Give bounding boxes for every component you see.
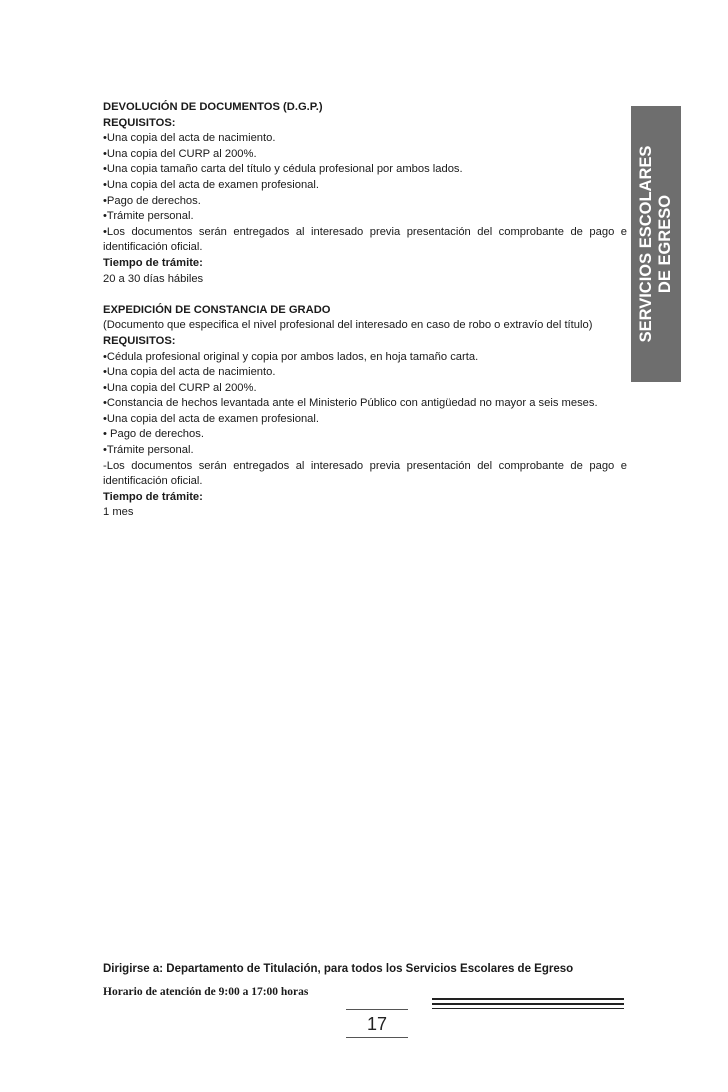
section1-item: •Los documentos serán entregados al interesado previa presentación del comprobante de pago e identificación oficial. [103, 225, 627, 254]
section1-item: •Trámite personal. [103, 210, 194, 223]
section2-time-value: 1 mes [103, 506, 134, 519]
section2-item: •Cédula profesional original y copia por ambos lados, en hoja tamaño carta. [103, 350, 479, 363]
footer-hours: Horario de atención de 9:00 a 17:00 horas [103, 986, 309, 998]
page-number: 17 [366, 1014, 388, 1034]
section1-item: •Una copia tamaño carta del título y cédula profesional por ambos lados. [103, 163, 463, 176]
page-number-bottom-rule [346, 1037, 408, 1038]
section2-item: •Una copia del acta de examen profesional. [103, 412, 319, 425]
sidebar-title [637, 106, 675, 382]
sidebar-tab [631, 106, 681, 382]
decorative-rules [432, 998, 624, 1012]
section1-time-value: 20 a 30 días hábiles [103, 272, 204, 285]
sidebar-line-1: SERVICIOS ESCOLARES [637, 145, 655, 343]
section2-item: •Una copia del CURP al 200%. [103, 381, 257, 394]
section1-title: DEVOLUCIÓN DE DOCUMENTOS (D.G.P.) [103, 101, 323, 113]
sidebar-line-2: DE EGRESO [656, 194, 674, 294]
footer-directions: Dirigirse a: Departamento de Titulación, para todos los Servicios Escolares de Egreso [103, 963, 574, 975]
section2-title: EXPEDICIÓN DE CONSTANCIA DE GRADO [103, 303, 331, 316]
section1-item: •Una copia del acta de nacimiento. [103, 132, 276, 145]
section1-requirements-label: REQUISITOS: [103, 116, 176, 129]
section1-item: •Una copia del acta de examen profesional. [103, 178, 319, 191]
page-number-top-rule [346, 1009, 408, 1010]
section2-item: • Pago de derechos. [103, 428, 204, 441]
section1-item: •Pago de derechos. [103, 194, 201, 207]
section2-item: •Una copia del acta de nacimiento. [103, 366, 276, 379]
section2-time-label: Tiempo de trámite: [103, 490, 203, 503]
section2-requirements-label: REQUISITOS: [103, 334, 176, 347]
section1-time-label: Tiempo de trámite: [103, 256, 203, 269]
section2-item: -Los documentos serán entregados al interesado previa presentación del comprobante de pago e identificación oficial. [103, 459, 627, 488]
section2-item: •Trámite personal. [103, 444, 194, 457]
section2-description: (Documento que especifica el nivel profesional del interesado en caso de robo o extravío del título) [103, 319, 593, 332]
section2-item: •Constancia de hechos levantada ante el Ministerio Público con antigüedad no mayor a seis meses. [103, 397, 598, 410]
page-content [103, 100, 627, 521]
section1-item: •Una copia del CURP al 200%. [103, 147, 257, 160]
